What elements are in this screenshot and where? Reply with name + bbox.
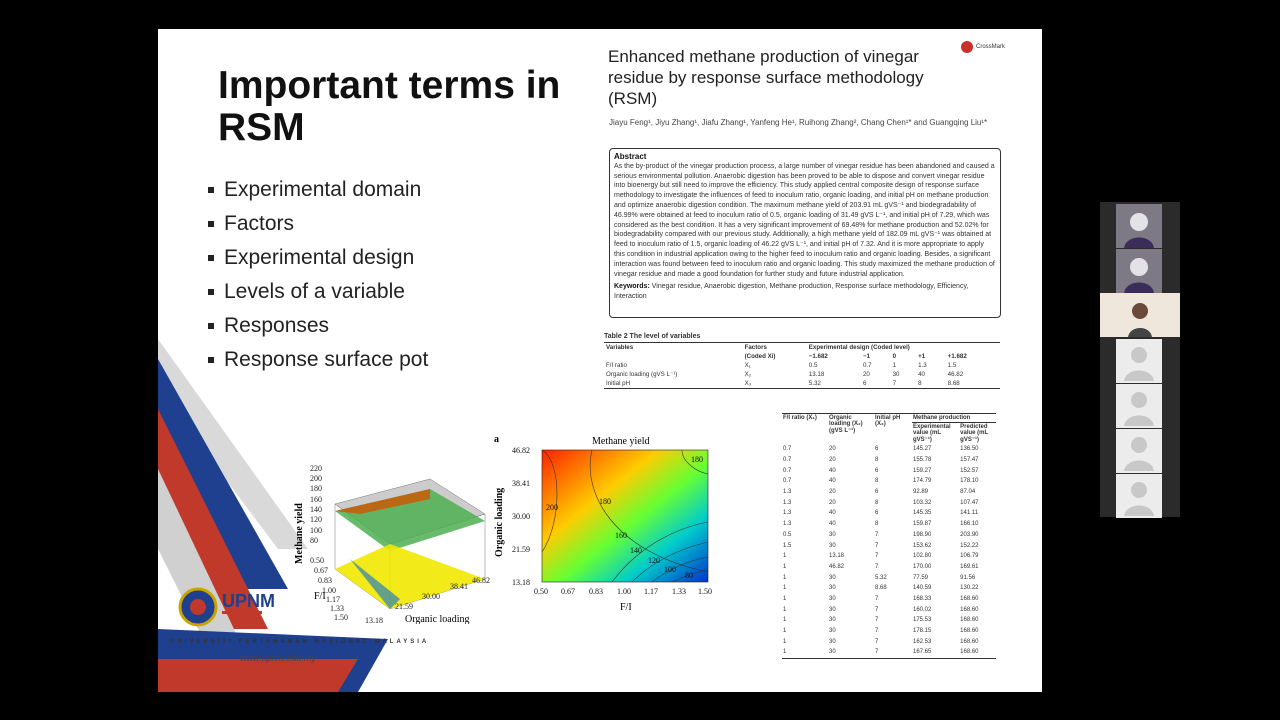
table-cell: 0.7 <box>783 446 792 453</box>
table-row <box>782 455 996 466</box>
table-row <box>782 465 996 476</box>
participant-avatar <box>1116 249 1162 293</box>
table-cell: 198.90 <box>913 531 932 538</box>
svg-text:UPNM: UPNM <box>222 591 275 611</box>
participant-placeholder-tile[interactable] <box>1116 384 1162 428</box>
svg-text:0.50: 0.50 <box>534 587 548 596</box>
table-cell: 6 <box>875 446 879 453</box>
svg-text:160: 160 <box>310 495 322 504</box>
svg-text:13.18: 13.18 <box>512 578 530 587</box>
bullet-item <box>208 309 428 343</box>
svg-text:1.33: 1.33 <box>672 587 686 596</box>
paper-authors: Jiayu Feng¹, Jiyu Zhang¹, Jiafu Zhang¹, Yanfeng He¹, Ruihong Zhang², Chang Chen¹* and Guangqing Liu¹* <box>609 118 988 127</box>
svg-text:0.83: 0.83 <box>318 576 332 585</box>
table-cell: 130.22 <box>960 585 979 592</box>
table-2-caption: Table 2 The level of variables <box>604 333 701 340</box>
table-cell: 159.87 <box>913 521 932 528</box>
table-cell: 8 <box>875 457 879 464</box>
table-row <box>782 604 996 615</box>
user-silhouette-icon <box>1116 474 1162 518</box>
table-cell: 40 <box>829 510 836 517</box>
surface-xlabel: F/I <box>314 591 326 602</box>
bullet-text: Experimental domain <box>224 178 422 201</box>
table-row <box>782 647 996 658</box>
table-cell: 168.60 <box>960 595 979 602</box>
participant-avatar <box>1116 204 1162 248</box>
table-cell: 178.15 <box>913 628 932 635</box>
svg-text:180: 180 <box>599 497 611 506</box>
bullet-text: Experimental design <box>224 246 415 269</box>
slide-title-line1: Important terms in <box>218 64 561 107</box>
table-cell: 8 <box>875 499 879 506</box>
svg-text:13.18: 13.18 <box>365 616 383 624</box>
table-cell: 1 <box>783 638 787 645</box>
table-cell: 0.7 <box>783 467 792 474</box>
svg-text:1.50: 1.50 <box>334 613 348 622</box>
crossmark-badge: CrossMark <box>961 41 1005 53</box>
svg-text:1.50: 1.50 <box>698 587 712 596</box>
svg-text:160: 160 <box>615 531 627 540</box>
table-cell: 145.27 <box>913 446 932 453</box>
keywords: Keywords: Vinegar residue, Anaerobic digestion, Methane production, Response surface methodology, Efficiency, Interaction <box>614 283 969 301</box>
bullet-text: Levels of a variable <box>224 280 405 303</box>
table-cell: 1.3 <box>783 499 792 506</box>
table-cell: 155.78 <box>913 457 932 464</box>
table-cell: 30 <box>829 574 836 581</box>
table-cell: 152.22 <box>960 542 979 549</box>
table-cell: 168.60 <box>960 638 979 645</box>
table-cell: 175.53 <box>913 617 932 624</box>
contour-xlabel: F/I <box>620 602 632 613</box>
table-cell: 30 <box>829 606 836 613</box>
table-cell: 1 <box>783 595 787 602</box>
table-cell: 160.02 <box>913 606 932 613</box>
svg-text:0.67: 0.67 <box>561 587 575 596</box>
svg-text:80: 80 <box>310 536 318 545</box>
surface-zlabel: Methane yield <box>294 503 305 564</box>
table-row <box>782 562 996 573</box>
table-row <box>782 530 996 541</box>
table-cell: 153.62 <box>913 542 932 549</box>
table-cell: 13.18 <box>829 553 845 560</box>
table-cell: 106.79 <box>960 553 979 560</box>
table-cell: 174.79 <box>913 478 932 485</box>
svg-text:140: 140 <box>630 546 642 555</box>
table-cell: 7 <box>875 542 879 549</box>
table-row <box>782 572 996 583</box>
user-silhouette-icon <box>1116 339 1162 383</box>
table-cell: 203.90 <box>960 531 979 538</box>
svg-text:38.41: 38.41 <box>450 582 468 591</box>
bullet-item <box>208 343 428 377</box>
table-row <box>782 497 996 508</box>
svg-text:140: 140 <box>310 505 322 514</box>
svg-text:180: 180 <box>691 455 703 464</box>
participant-video-tile[interactable] <box>1100 293 1180 337</box>
table-cell: 30 <box>829 585 836 592</box>
table-cell: 20 <box>829 446 836 453</box>
table-row <box>782 444 996 455</box>
participant-placeholder-tile[interactable] <box>1116 429 1162 473</box>
svg-text:21.59: 21.59 <box>512 545 530 554</box>
table-cell: 141.11 <box>960 510 979 517</box>
table-cell: 91.56 <box>960 574 976 581</box>
slide-title <box>218 65 560 149</box>
table-cell: 1 <box>783 585 787 592</box>
table-cell: 145.35 <box>913 510 932 517</box>
table-cell: 7 <box>874 647 912 658</box>
table-cell: 0.5 <box>783 531 792 538</box>
slide-title-line2: RSM <box>218 106 305 149</box>
table-row <box>782 636 996 647</box>
table-cell: 30 <box>829 531 836 538</box>
table-cell: 168.60 <box>959 647 996 658</box>
table-cell: 152.57 <box>960 467 979 474</box>
table-cell: 1.5 <box>783 542 792 549</box>
participant-video-tile[interactable] <box>1116 204 1162 248</box>
table-cell: 1 <box>783 563 787 570</box>
table-3: F/I ratio (X₁) Organic loading (X₂) (gVS L⁻¹) Initial pH (X₃) Methane production Experimental value (mL gVS⁻¹) Predicted value (mL gVS⁻¹) 0.7 20 6 145.27 136.50 0.7 20 8 155.78 157.47 0.7 40 6 159.27 152.57 0.7 40 8 174.79 178.10 1.3 20 6 92.89 87.04 1.3 20 8 103.32 107.47 1.3 40 6 145.35 141.11 1.3 40 8 159.87 166.10 0.5 30 7 198.90 203.90 1.5 30 7 153.62 152.22 1 13.18 7 102.80 106.79 1 46.82 7 170.00 169.61 1 30 5.32 77.59 91.56 1 30 8.68 140.59 130.22 1 30 7 168.33 168.60 1 30 7 160.02 168.60 1 30 7 175.53 168.60 1 30 7 178.15 168.60 1 30 7 162.53 168.60 1 30 7 167.65 168.60 <box>782 413 996 659</box>
table-row <box>782 519 996 530</box>
table-cell: 7 <box>875 563 879 570</box>
table-row <box>782 508 996 519</box>
table-cell: 0.7 <box>783 478 792 485</box>
table-cell: 7 <box>875 628 879 635</box>
svg-text:100: 100 <box>664 565 676 574</box>
svg-text:120: 120 <box>310 515 322 524</box>
table-row <box>782 626 996 637</box>
table-cell: 170.00 <box>913 563 932 570</box>
table-cell: 140.59 <box>913 585 932 592</box>
svg-text:30.00: 30.00 <box>422 592 440 601</box>
table-cell: 107.47 <box>960 499 979 506</box>
table-cell: 8.68 <box>875 585 887 592</box>
table-cell: 6 <box>875 467 879 474</box>
table-cell: 1 <box>783 553 787 560</box>
svg-text:180: 180 <box>310 484 322 493</box>
table-cell: 30 <box>829 638 836 645</box>
table-cell: 7 <box>875 606 879 613</box>
contour-plot <box>492 432 722 622</box>
svg-text:120: 120 <box>648 556 660 565</box>
table-cell: 166.10 <box>960 521 979 528</box>
video-participants-panel <box>1100 202 1180 517</box>
table-cell: 1.3 <box>783 489 792 496</box>
table-cell: 30 <box>829 628 836 635</box>
table-cell: 136.50 <box>960 446 979 453</box>
table-cell: 6 <box>875 510 879 517</box>
table-cell: 77.59 <box>913 574 929 581</box>
svg-text:30.00: 30.00 <box>512 512 530 521</box>
bullet-item <box>208 173 428 207</box>
participant-avatar <box>1100 293 1180 337</box>
table-cell: 168.33 <box>913 595 932 602</box>
bullet-text: Response surface pot <box>224 348 429 371</box>
surface-plot <box>290 459 500 624</box>
table-cell: 162.53 <box>913 638 932 645</box>
table-cell: 168.60 <box>960 606 979 613</box>
table-cell: 30 <box>829 542 836 549</box>
presentation-slide <box>158 29 1042 692</box>
svg-text:80: 80 <box>685 571 693 580</box>
table-cell: 167.65 <box>912 647 959 658</box>
table-cell: 1 <box>783 606 787 613</box>
table-cell: 157.47 <box>960 457 979 464</box>
table-cell: 7 <box>875 531 879 538</box>
svg-text:1.17: 1.17 <box>326 595 340 604</box>
svg-text:46.82: 46.82 <box>472 576 490 585</box>
table-2: Table 2 The level of variables Variables Factors Experimental design (Coded level) (Coded Xi) −1.682 −1 0 +1 +1.682 F/I ratio X₁ 0.5 0.7 1 1.3 1.5 Organic loading (gVS L⁻¹) X₂ 13.18 20 30 40 46.82 Initial pH X₃ 5.32 6 7 8 8.68 <box>604 333 1000 389</box>
svg-text:1.33: 1.33 <box>330 604 344 613</box>
table-cell: 30 <box>829 617 836 624</box>
table-cell: 0.7 <box>783 457 792 464</box>
crossmark-icon <box>961 41 973 53</box>
table-cell: 46.82 <box>829 563 845 570</box>
table-cell: 168.60 <box>960 628 979 635</box>
table-cell: 40 <box>829 467 836 474</box>
svg-text:0.83: 0.83 <box>589 587 603 596</box>
table-cell: 87.04 <box>960 489 976 496</box>
bullet-item <box>208 241 428 275</box>
svg-text:1.00: 1.00 <box>322 586 336 595</box>
university-name: UNIVERSITI PERTAHANAN NASIONAL MALAYSIA <box>170 639 430 645</box>
svg-text:100: 100 <box>310 526 322 535</box>
contour-panel-label: a <box>494 434 499 445</box>
table-cell: 5.32 <box>875 574 887 581</box>
table-cell: 7 <box>875 553 879 560</box>
table-row <box>782 476 996 487</box>
svg-text:1.17: 1.17 <box>644 587 658 596</box>
table-row <box>782 487 996 498</box>
table-cell: 40 <box>829 521 836 528</box>
user-silhouette-icon <box>1116 429 1162 473</box>
table-cell: 92.89 <box>913 489 929 496</box>
svg-text:21.59: 21.59 <box>395 602 413 611</box>
table-cell: 159.27 <box>913 467 932 474</box>
svg-text:46.82: 46.82 <box>512 446 530 455</box>
table-cell: 7 <box>875 617 879 624</box>
table-cell: 20 <box>829 499 836 506</box>
table-cell: 1 <box>782 647 828 658</box>
table-cell: 103.32 <box>913 499 932 506</box>
surface-ylabel: Organic loading <box>405 614 470 624</box>
contour-ylabel: Organic loading <box>494 487 505 557</box>
table-cell: 7 <box>875 638 879 645</box>
table-cell: 1.3 <box>783 510 792 517</box>
table-cell: 8 <box>875 478 879 485</box>
table-row <box>782 615 996 626</box>
table-cell: 102.80 <box>913 553 932 560</box>
table-cell: 40 <box>829 478 836 485</box>
table-row <box>782 594 996 605</box>
upnm-logo <box>178 579 298 639</box>
svg-text:1.00: 1.00 <box>617 587 631 596</box>
table-row: Initial pH X₃ 5.32 6 7 8 8.68 <box>604 379 1000 389</box>
table-cell: 1.3 <box>783 521 792 528</box>
table-cell: 168.60 <box>960 617 979 624</box>
table-row <box>782 583 996 594</box>
svg-text:200: 200 <box>546 503 558 512</box>
svg-text:0.50: 0.50 <box>310 556 324 565</box>
bullet-item <box>208 207 428 241</box>
user-silhouette-icon <box>1116 384 1162 428</box>
contour-title: Methane yield <box>592 436 650 447</box>
table-row: Organic loading (gVS L⁻¹) X₂ 13.18 20 30 40 46.82 <box>606 371 964 378</box>
svg-text:200: 200 <box>310 474 322 483</box>
svg-text:220: 220 <box>310 464 322 473</box>
table-cell: 1 <box>783 617 787 624</box>
svg-text:38.41: 38.41 <box>512 479 530 488</box>
table-cell: 8 <box>875 521 879 528</box>
table-cell: 1 <box>783 574 787 581</box>
participant-placeholder-tile[interactable] <box>1116 339 1162 383</box>
table-cell: 7 <box>875 595 879 602</box>
svg-text:0.67: 0.67 <box>314 566 328 575</box>
bullet-text: Factors <box>224 212 295 235</box>
bullet-list <box>208 173 428 377</box>
table-row <box>782 551 996 562</box>
participant-placeholder-tile[interactable] <box>1116 474 1162 518</box>
website-link: www.upnm.edu.my <box>240 653 317 663</box>
table-cell: 20 <box>829 489 836 496</box>
table-cell: 169.61 <box>960 563 979 570</box>
table-row: F/I ratio X₁ 0.5 0.7 1 1.3 1.5 <box>606 362 957 369</box>
abstract-box <box>609 148 1001 318</box>
abstract-text: As the by-product of the vinegar production process, a large number of vinegar residue has been abandoned and caused a serious environmental pollution. Anaerobic digestion has been proved to be able to dispose and convert vinegar residue into bioenergy but still need to improve the efficiency. This study applied central composite design of response surface methodology to investigate the influences of feed to inoculum ratio, organic loading, and initial pH on methane production and optimize anaerobic digestion condition. The maximum methane yield of 203.91 mL gVS⁻¹ and biodegradability of 46.99% were obtained at feed to inoculum ratio of 0.5, organic loading of 31.49 gVS L⁻¹, and initial pH of 7.29, which was considered as the best condition. It has a very significant improvement of 69.48% for methane production and 52.02% for biodegradability compared with our previous study. Additionally, a high methane yield of 182.09 mL gVS⁻¹ was obtained at feed to inoculum ratio of 1.5, organic loading of 46.22 gVS L⁻¹, and initial pH of 7.32. And it is more appropriate to apply this condition in industrial application owing to the higher feed to inoculum ratio and organic loading. Besides, a significant interaction was found between feed to inoculum ratio and organic loading. This study maximized the methane production of vinegar residue and made a good foundation for further study and future industrial application. <box>614 162 995 278</box>
table-row <box>782 540 996 551</box>
table-cell: 30 <box>829 595 836 602</box>
bullet-item <box>208 275 428 309</box>
table-cell: 6 <box>875 489 879 496</box>
table-cell: 20 <box>829 457 836 464</box>
table-cell: 30 <box>828 647 874 658</box>
participant-video-tile[interactable] <box>1116 249 1162 293</box>
table-cell: 1 <box>783 628 787 635</box>
paper-title: Enhanced methane production of vinegar residue by response surface methodology (RSM) <box>608 47 924 108</box>
bullet-text: Responses <box>224 314 330 337</box>
abstract-heading: Abstract <box>614 152 647 161</box>
table-cell: 178.10 <box>960 478 979 485</box>
